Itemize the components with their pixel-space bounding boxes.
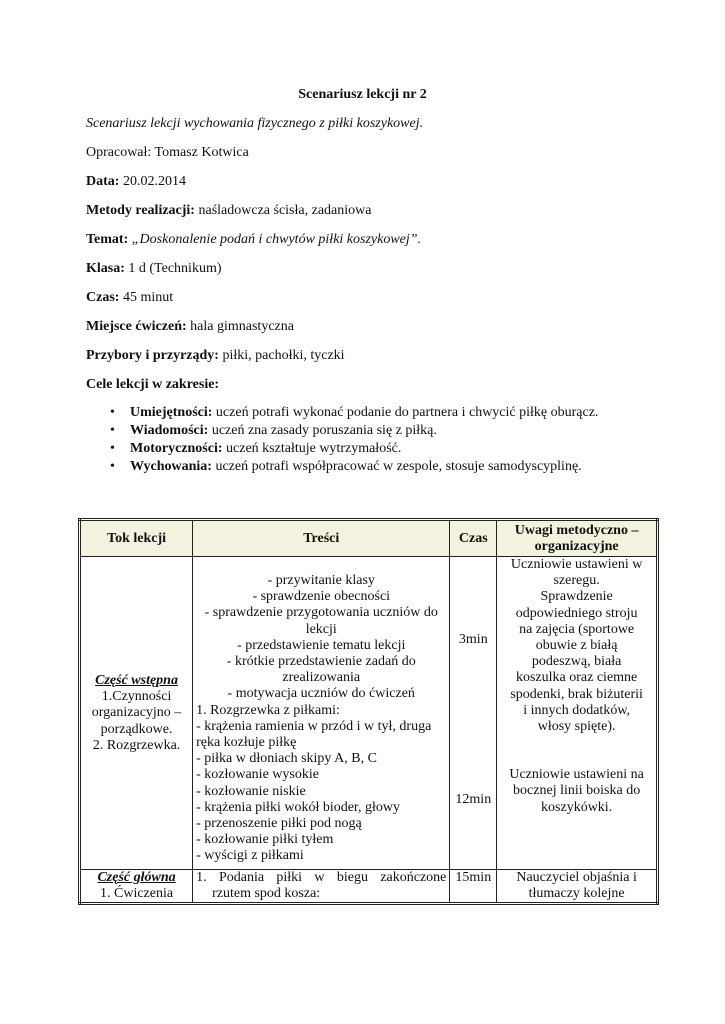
table-row	[80, 557, 658, 870]
note-line: koszulka oraz ciemne	[515, 670, 638, 686]
content-cell	[193, 557, 450, 870]
content-line: - piłka w dłoniach skipy A, B, C	[196, 751, 377, 767]
note-line: obuwie z białą	[535, 638, 618, 654]
content-line: - kozłowanie wysokie	[196, 767, 319, 783]
time-cell	[450, 557, 497, 870]
list-item	[130, 404, 598, 422]
document-subtitle: Scenariusz lekcji wychowania fizycznego z piłki koszykowej.	[86, 116, 424, 131]
field-label: Przybory i przyrządy:	[86, 348, 219, 363]
content-line: - sprawdzenie przygotowania uczniów do	[204, 605, 438, 621]
list-item	[130, 440, 598, 458]
content-cell	[193, 869, 450, 903]
header-cell: Uwagi metodyczno – organizacyjne	[497, 520, 658, 557]
table-row	[80, 869, 658, 903]
content-line: - przywitanie klasy	[267, 573, 375, 588]
list-item	[130, 458, 598, 476]
header-cell: Czas	[450, 520, 497, 557]
document-title: Scenariusz lekcji nr 2	[298, 87, 427, 102]
note-line: bocznej linii boiska do	[513, 783, 641, 799]
note-line: Nauczyciel objaśnia i	[516, 869, 637, 885]
field-value: piłki, pachołki, tyczki	[218, 348, 345, 363]
part-line: 1.Czynności	[101, 689, 172, 705]
notes-cell	[497, 869, 658, 903]
table-header-row	[80, 520, 658, 557]
field-label: Temat:	[86, 232, 129, 247]
note-line: odpowiedniego stroju	[515, 605, 638, 621]
field-label: Miejsce ćwiczeń:	[86, 319, 187, 334]
note-line: na zajęcia (sportowe	[519, 621, 635, 637]
note-line: włosy spięte).	[537, 719, 616, 735]
notes-cell	[497, 557, 658, 870]
lesson-part-cell	[80, 557, 193, 870]
spacer	[500, 735, 653, 767]
part-title: Część wstępna	[95, 673, 178, 688]
note-line: szeregu.	[553, 573, 600, 589]
goal-label: Motoryczności:	[130, 441, 223, 456]
content-line: - przedstawienie tematu lekcji	[237, 637, 406, 653]
note-line: Uczniowie ustawieni w	[510, 557, 643, 572]
goal-value: uczeń kształtuje wytrzymałość.	[222, 441, 402, 456]
lesson-table	[78, 518, 659, 905]
lesson-part-cell	[80, 869, 193, 903]
content-line: - sprawdzenie obecności	[252, 589, 391, 605]
content-line: - motywacja uczniów do ćwiczeń	[227, 686, 415, 702]
content-line: - kozłowanie piłki tyłem	[196, 832, 334, 848]
content-line: 1. Rozgrzewka z piłkami:	[196, 702, 340, 718]
field-label: Data:	[86, 174, 120, 189]
field-value: hala gimnastyczna	[186, 319, 294, 334]
content-line: zrealizowania	[282, 670, 361, 686]
header-cell: Treści	[193, 520, 450, 557]
goals-list	[86, 404, 598, 476]
field-class	[86, 261, 222, 277]
field-place	[86, 319, 294, 335]
note-line: Uczniowie ustawieni na	[509, 767, 644, 783]
goal-value: uczeń zna zasady poruszania się z piłką.	[208, 423, 437, 438]
part-line: porządkowe.	[100, 721, 173, 737]
content-line: - krążenia piłki wokół bioder, głowy	[196, 799, 401, 815]
field-label: Klasa:	[86, 261, 125, 276]
goal-value: uczeń potrafi współpracować w zespole, stosuje samodyscyplinę.	[211, 459, 582, 474]
note-line: podeszwą, biała	[531, 654, 622, 670]
content-line: rzutem spod kosza:	[212, 885, 321, 901]
field-label: Metody realizacji:	[86, 203, 195, 218]
content-line: lekcji	[305, 621, 337, 637]
field-topic	[86, 232, 421, 248]
part-line: 2. Rozgrzewka.	[92, 737, 181, 753]
content-line: - krążenia ramienia w przód i w tył, druga	[196, 718, 432, 734]
field-time	[86, 290, 173, 306]
content-line: - wyścigi z piłkami	[196, 848, 304, 864]
part-line: organizacyjno –	[91, 705, 182, 721]
field-value: „Doskonalenie podań i chwytów piłki koszykowej”.	[128, 232, 422, 247]
author-line: Opracował: Tomasz Kotwica	[86, 145, 249, 160]
goal-label: Wychowania:	[130, 459, 212, 474]
note-line: spodenki, brak biżuterii	[510, 686, 643, 702]
note-line: i innych dodatków,	[523, 702, 631, 718]
field-label: Czas:	[86, 290, 120, 305]
note-line: koszykówki.	[541, 799, 613, 815]
content-line: - kozłowanie niskie	[196, 783, 306, 799]
field-methods	[86, 203, 371, 219]
time-value: 12min	[455, 792, 492, 807]
part-line: 1. Ćwiczenia	[100, 885, 174, 901]
list-item	[130, 422, 598, 440]
time-cell	[450, 869, 497, 903]
field-value: 1 d (Technikum)	[124, 261, 222, 276]
goal-label: Umiejętności:	[130, 405, 213, 420]
time-value: 3min	[458, 632, 488, 647]
field-label: Cele lekcji w zakresie:	[86, 377, 220, 392]
goal-label: Wiadomości:	[130, 423, 209, 438]
field-value: 20.02.2014	[119, 174, 186, 189]
content-line: ręka kozłuje piłkę	[196, 735, 297, 751]
content-line: - przenoszenie piłki pod nogą	[196, 816, 362, 832]
note-line: tłumaczy kolejne	[528, 885, 625, 901]
goal-value: uczeń potrafi wykonać podanie do partnera i chwycić piłkę oburącz.	[212, 405, 599, 420]
content-line: 1. Podania piłki w biegu zakończone	[196, 869, 447, 885]
part-title: Część główna	[97, 869, 176, 885]
field-value: 45 minut	[119, 290, 174, 305]
field-date	[86, 174, 186, 190]
note-line: Sprawdzenie	[540, 589, 613, 605]
content-line: - krótkie przedstawienie zadań do	[226, 654, 416, 670]
field-goals-heading	[86, 377, 219, 393]
field-equipment	[86, 348, 345, 364]
time-value: 15min	[455, 869, 492, 885]
header-cell: Tok lekcji	[80, 520, 193, 557]
field-value: naśladowcza ścisła, zadaniowa	[194, 203, 372, 218]
